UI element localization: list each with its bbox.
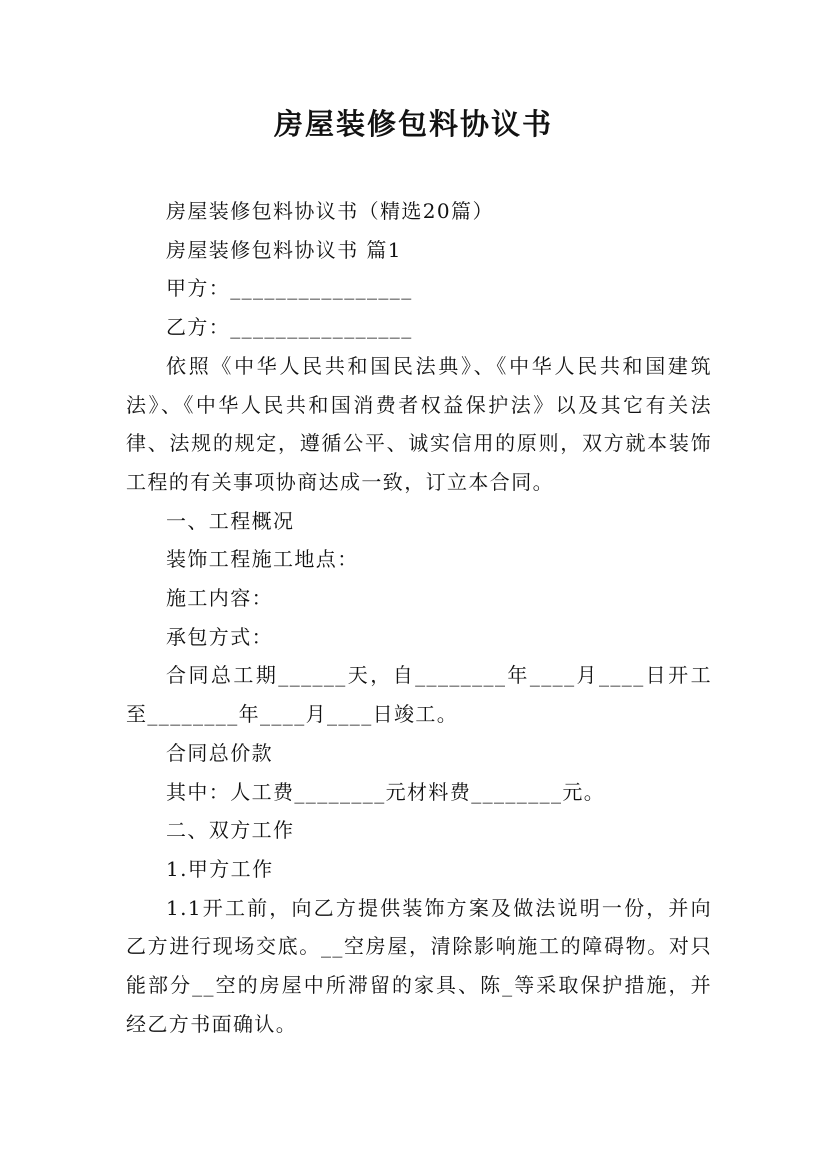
paragraph-party-b: 乙方：________________ — [166, 315, 413, 340]
paragraph-cost-breakdown: 其中：人工费________元材料费________元。 — [166, 779, 606, 804]
paragraph-site-location: 装饰工程施工地点： — [166, 547, 359, 572]
paragraph-total-price: 合同总价款 — [166, 740, 273, 765]
document-body — [126, 192, 712, 1043]
paragraph-construction-content: 施工内容： — [166, 586, 273, 611]
paragraph-duties-heading: 二、双方工作 — [166, 818, 295, 843]
paragraph-legal-basis: 依照《中华人民共和国民法典》、《中华人民共和国建筑法》、《中华人民共和国消费者权益保护法》以及其它有关法律、法规的规定，遵循公平、诚实信用的原则，双方就本装饰工程的有关事项协商达成一致，订立本合同。 — [126, 353, 712, 494]
paragraph-party-a: 甲方：________________ — [166, 276, 413, 301]
paragraph-subtitle: 房屋装修包料协议书（精选20篇） — [166, 199, 494, 223]
paragraph-duty-1-1: 1.1开工前，向乙方提供装饰方案及做法说明一份，并向乙方进行现场交底。__空房屋，清除影响施工的障碍物。对只能部分__空的房屋中所滞留的家具、陈_等采取保护措施，并经乙方书面确认。 — [126, 895, 712, 1036]
paragraph-duration: 合同总工期______天，自________年____月____日开工至________年____月____日竣工。 — [126, 663, 712, 727]
paragraph-contract-mode: 承包方式： — [166, 624, 273, 649]
paragraph-project-overview-heading: 一、工程概况 — [166, 508, 295, 533]
document-title: 房屋装修包料协议书 — [273, 107, 553, 141]
paragraph-party-a-duties-heading: 1.甲方工作 — [166, 856, 274, 881]
paragraph-section-heading: 房屋装修包料协议书 篇1 — [166, 237, 402, 262]
